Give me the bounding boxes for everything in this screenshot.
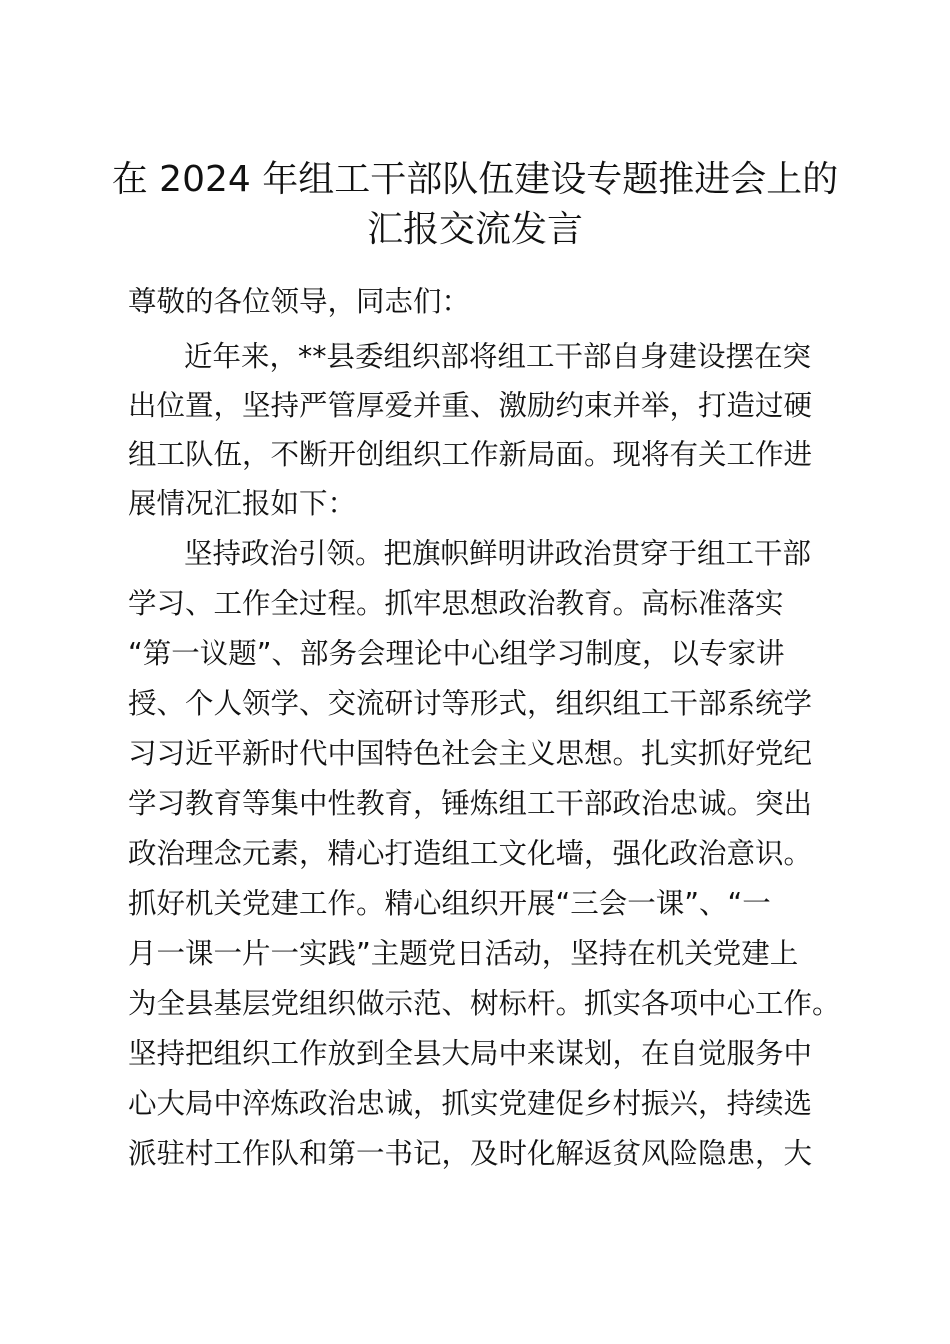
body-line: 坚持把组织工作放到全县大局中来谋划，在自觉服务中 (128, 1037, 813, 1070)
body-line: 月一课一片一实践”主题党日活动，坚持在机关党建上 (128, 937, 799, 970)
body-line: 近年来，**县委组织部将组工干部自身建设摆在突 (184, 340, 812, 373)
body-line: 习习近平新时代中国特色社会主义思想。扎实抓好党纪 (128, 737, 813, 770)
body-line: 授、个人领学、交流研讨等形式，组织组工干部系统学 (128, 687, 813, 720)
body-line: 组工队伍，不断开创组织工作新局面。现将有关工作进 (128, 438, 813, 471)
body-line: 学习教育等集中性教育，锤炼组工干部政治忠诚。突出 (128, 787, 813, 820)
salutation: 尊敬的各位领导，同志们： (128, 285, 471, 318)
document-title-line-1: 在 2024 年组工干部队伍建设专题推进会上的 (111, 159, 839, 200)
body-line: 抓好机关党建工作。精心组织开展“三会一课”、“一 (128, 887, 771, 920)
body-line: 坚持政治引领。把旗帜鲜明讲政治贯穿于组工干部 (184, 537, 812, 570)
body-line: 政治理念元素，精心打造组工文化墙，强化政治意识。 (128, 837, 813, 870)
body-line: 展情况汇报如下： (128, 487, 357, 520)
body-line: 为全县基层党组织做示范、树标杆。抓实各项中心工作。 (128, 987, 841, 1020)
document-title-line-2: 汇报交流发言 (366, 209, 583, 250)
body-line: 心大局中淬炼政治忠诚，抓实党建促乡村振兴，持续选 (128, 1087, 813, 1120)
body-line: 学习、工作全过程。抓牢思想政治教育。高标准落实 (128, 587, 784, 620)
body-line: 出位置，坚持严管厚爱并重、激励约束并举，打造过硬 (128, 389, 813, 422)
body-line: “第一议题”、部务会理论中心组学习制度，以专家讲 (128, 637, 785, 670)
body-line: 派驻村工作队和第一书记，及时化解返贫风险隐患，大 (128, 1137, 813, 1170)
